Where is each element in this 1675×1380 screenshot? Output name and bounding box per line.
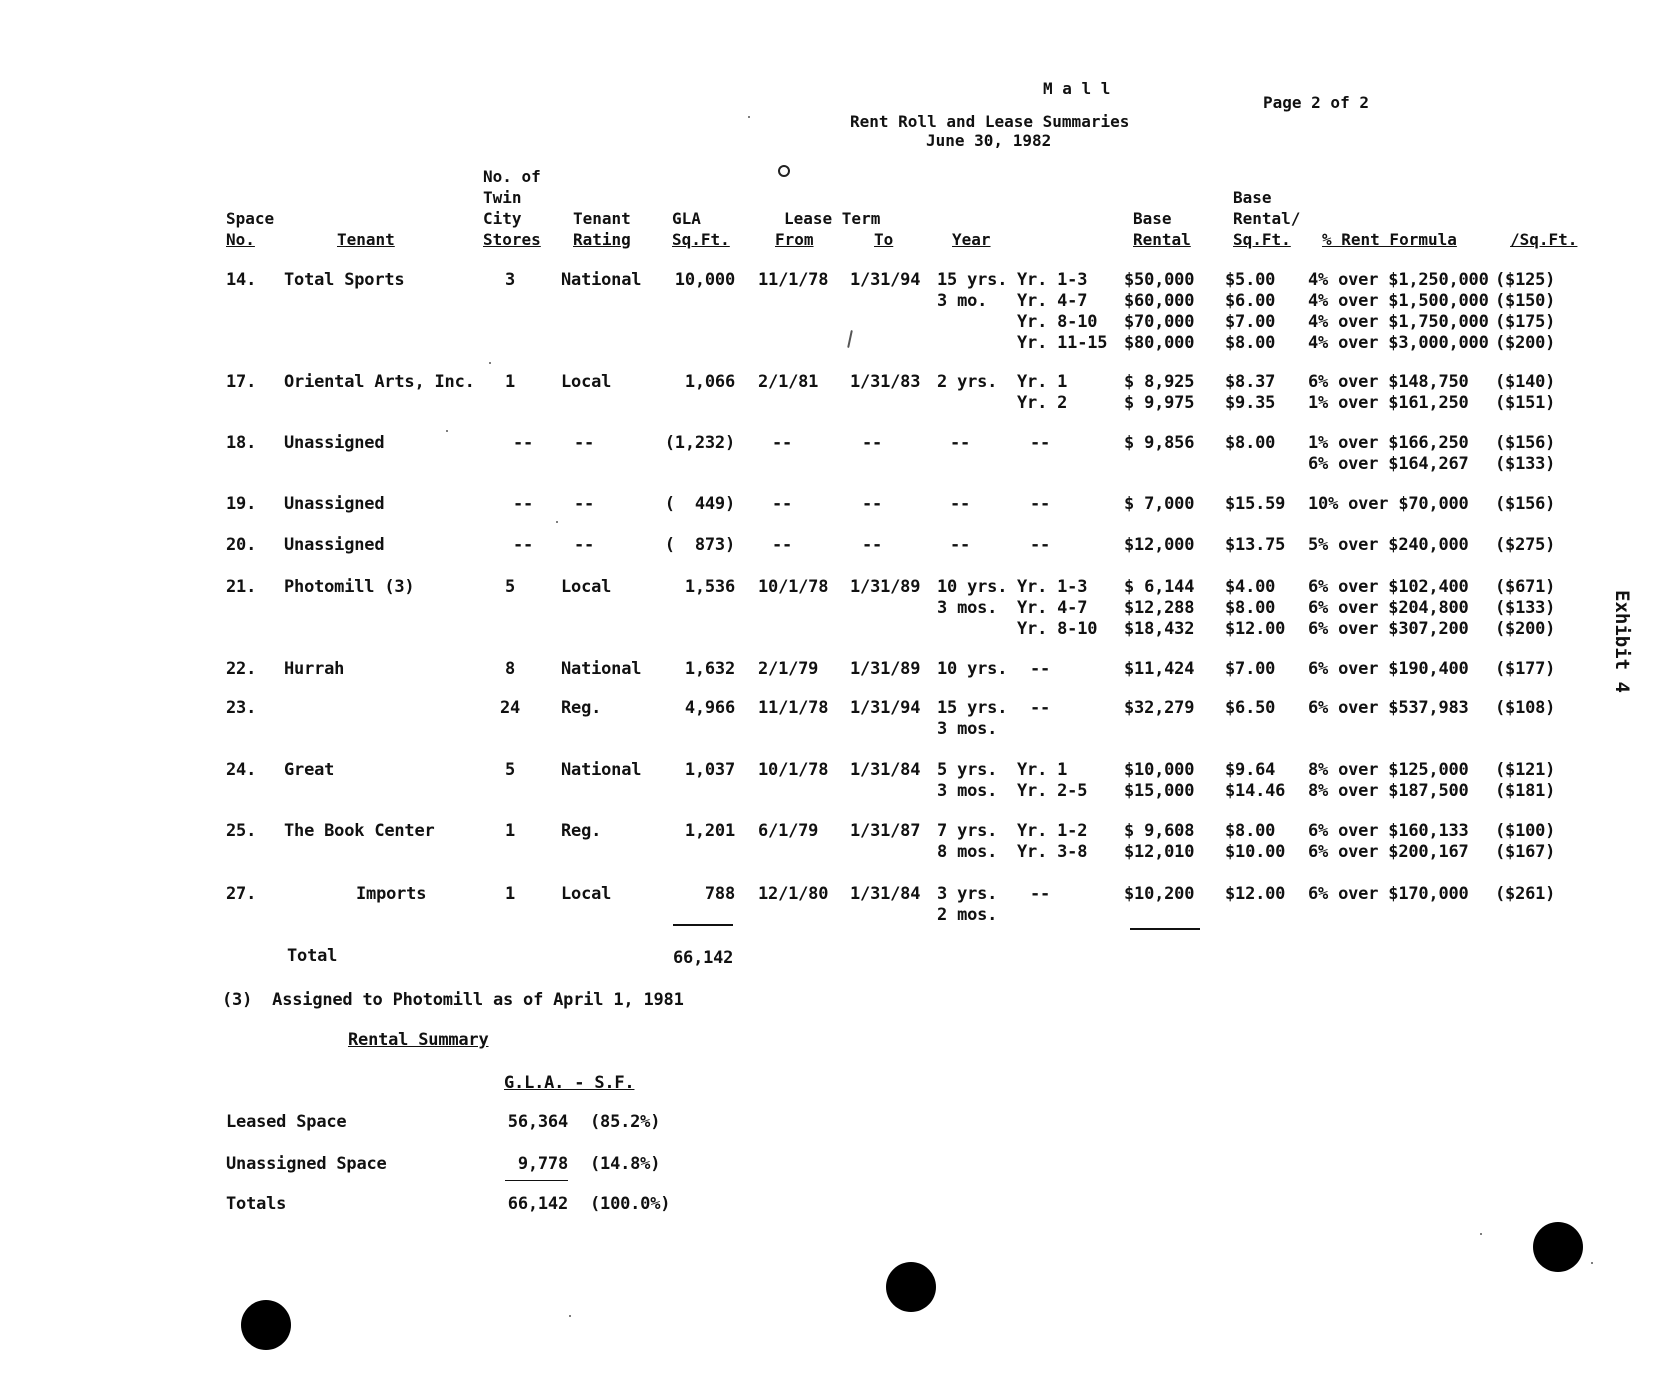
cell-space: 22. [226,659,257,679]
cell-base: $ 6,144 [1124,577,1195,597]
header-base-rental-1: Base [1133,209,1172,228]
cell-to: 1/31/89 [850,659,921,679]
cell-stores: -- [513,494,534,514]
cell-formula: 4% over $1,250,000 [1308,270,1489,290]
cell-base-sqft: $9.35 [1225,393,1276,413]
circle-mark [778,165,790,177]
cell-tenant: Unassigned [284,494,385,514]
cell-year: 5 yrs. [937,760,998,780]
cell-space: 19. [226,494,257,514]
cell-per-sqft: ($175) [1495,312,1556,332]
cell-space: 25. [226,821,257,841]
cell-per-sqft: ($133) [1495,598,1556,618]
header-rent-formula: % Rent Formula [1322,230,1457,249]
cell-base-sqft: $8.00 [1225,433,1276,453]
cell-period: -- [1030,433,1051,453]
cell-from: -- [772,433,793,453]
cell-period: -- [1030,494,1051,514]
cell-base: $12,000 [1124,535,1195,555]
cell-stores: 24 [499,698,521,718]
summary-column-header: G.L.A. - S.F. [504,1073,635,1093]
cell-formula: 6% over $170,000 [1308,884,1469,904]
header-stores-2: Twin [483,188,522,207]
cell-space: 21. [226,577,257,597]
cell-year: -- [950,433,971,453]
cell-per-sqft: ($200) [1495,619,1556,639]
cell-base-sqft: $8.00 [1225,333,1276,353]
cell-formula: 6% over $537,983 [1308,698,1469,718]
summary-pct: (85.2%) [590,1112,661,1132]
cell-base-sqft: $14.46 [1225,781,1286,801]
cell-base: $15,000 [1124,781,1195,801]
header-base-sqft-1: Base [1233,188,1272,207]
cell-formula: 6% over $190,400 [1308,659,1469,679]
header-base-rental-2: Rental [1133,230,1191,249]
cell-base: $60,000 [1124,291,1195,311]
cell-to: 1/31/84 [850,884,921,904]
cell-base-sqft: $12.00 [1225,884,1286,904]
cell-stores: 3 [504,270,516,290]
cell-base: $10,200 [1124,884,1195,904]
cell-year: 10 yrs. [937,659,1008,679]
total-label: Total [287,946,338,966]
cell-per-sqft: ($156) [1495,494,1556,514]
gla-total-rule [673,924,733,926]
cell-gla: 10,000 [674,270,735,290]
summary-value: 9,778 [517,1154,568,1174]
cell-gla: (1,232) [664,433,735,453]
cell-year: 3 mo. [937,291,988,311]
cell-period: Yr. 8-10 [1017,619,1098,639]
cell-base: $11,424 [1124,659,1195,679]
cell-tenant: Imports [356,884,427,904]
cell-period: Yr. 1-3 [1017,270,1088,290]
cell-rating: -- [574,535,595,555]
header-rating-2: Rating [573,230,631,249]
cell-base: $ 7,000 [1124,494,1195,514]
header-stores-4: Stores [483,230,541,249]
cell-base-sqft: $4.00 [1225,577,1276,597]
cell-year: 10 yrs. [937,577,1008,597]
cell-per-sqft: ($150) [1495,291,1556,311]
cell-formula: 6% over $102,400 [1308,577,1469,597]
header-year: Year [952,230,991,249]
cell-base-sqft: $7.00 [1225,659,1276,679]
speck [446,430,448,432]
cell-to: -- [862,433,883,453]
cell-rating: Local [561,884,612,904]
cell-stores: 8 [504,659,516,679]
cell-from: 10/1/78 [758,760,829,780]
cell-per-sqft: ($275) [1495,535,1556,555]
document-date: June 30, 1982 [926,131,1052,150]
cell-gla: ( 873) [664,535,735,555]
exhibit-label: Exhibit 4 [1611,590,1633,693]
cell-year: 15 yrs. [937,270,1008,290]
summary-unassigned-rule [505,1180,568,1181]
cell-year: 3 mos. [937,719,998,739]
cell-base-sqft: $9.64 [1225,760,1276,780]
cell-base-sqft: $5.00 [1225,270,1276,290]
cell-per-sqft: ($181) [1495,781,1556,801]
cell-base-sqft: $8.37 [1225,372,1276,392]
cell-space: 20. [226,535,257,555]
header-base-sqft-2: Rental/ [1233,209,1301,228]
cell-base-sqft: $7.00 [1225,312,1276,332]
cell-formula: 6% over $164,267 [1308,454,1469,474]
speck [1480,1233,1482,1235]
cell-rating: National [561,270,642,290]
cell-per-sqft: ($177) [1495,659,1556,679]
cell-base-sqft: $15.59 [1225,494,1286,514]
cell-per-sqft: ($125) [1495,270,1556,290]
cell-base-sqft: $6.00 [1225,291,1276,311]
cell-period: Yr. 11-15 [1017,333,1108,353]
cell-year: 8 mos. [937,842,998,862]
summary-pct: (100.0%) [590,1194,671,1214]
cell-space: 18. [226,433,257,453]
cell-period: Yr. 4-7 [1017,598,1088,618]
cell-per-sqft: ($200) [1495,333,1556,353]
cell-period: Yr. 1 [1017,372,1068,392]
cell-space: 24. [226,760,257,780]
cell-period: -- [1030,884,1051,904]
summary-label: Leased Space [226,1112,347,1132]
cell-stores: 5 [504,577,516,597]
cell-formula: 6% over $200,167 [1308,842,1469,862]
cell-base-sqft: $8.00 [1225,598,1276,618]
cell-period: Yr. 1-2 [1017,821,1088,841]
header-base-sqft-3: Sq.Ft. [1233,230,1291,249]
cell-tenant: Unassigned [284,433,385,453]
cell-per-sqft: ($121) [1495,760,1556,780]
cell-stores: -- [513,535,534,555]
cell-formula: 6% over $204,800 [1308,598,1469,618]
cell-period: Yr. 2 [1017,393,1068,413]
cell-gla: 1,037 [684,760,735,780]
cell-base-sqft: $10.00 [1225,842,1286,862]
punch-hole-right [1533,1222,1583,1272]
cell-to: 1/31/94 [850,270,921,290]
punch-hole-left [241,1300,291,1350]
cell-period: -- [1030,535,1051,555]
cell-period: Yr. 3-8 [1017,842,1088,862]
cell-to: -- [862,494,883,514]
cell-period: Yr. 1-3 [1017,577,1088,597]
cell-tenant: Oriental Arts, Inc. [284,372,475,392]
summary-title: Rental Summary [348,1030,489,1050]
cell-to: 1/31/84 [850,760,921,780]
cell-formula: 6% over $160,133 [1308,821,1469,841]
cell-stores: -- [513,433,534,453]
cell-formula: 10% over $70,000 [1308,494,1469,514]
cell-year: 7 yrs. [937,821,998,841]
header-space-2: No. [226,230,255,249]
cell-to: -- [862,535,883,555]
cell-per-sqft: ($261) [1495,884,1556,904]
cell-per-sqft: ($151) [1495,393,1556,413]
cell-rating: -- [574,494,595,514]
summary-label: Totals [226,1194,287,1214]
cell-formula: 4% over $3,000,000 [1308,333,1489,353]
cell-from: 6/1/79 [758,821,819,841]
cell-rating: Local [561,577,612,597]
cell-formula: 6% over $307,200 [1308,619,1469,639]
cell-stores: 5 [504,760,516,780]
header-to: To [874,230,894,249]
cell-tenant: Hurrah [284,659,345,679]
cell-gla: 4,966 [684,698,735,718]
cell-period: Yr. 4-7 [1017,291,1088,311]
cell-from: 10/1/78 [758,577,829,597]
speck [489,362,491,364]
cell-per-sqft: ($156) [1495,433,1556,453]
header-gla-1: GLA [672,209,701,228]
cell-period: Yr. 1 [1017,760,1068,780]
cell-formula: 1% over $166,250 [1308,433,1469,453]
speck [847,330,853,348]
cell-space: 23. [226,698,257,718]
cell-formula: 4% over $1,500,000 [1308,291,1489,311]
cell-stores: 1 [504,821,516,841]
cell-formula: 5% over $240,000 [1308,535,1469,555]
cell-rating: Local [561,372,612,392]
cell-base-sqft: $13.75 [1225,535,1286,555]
footnote: (3) Assigned to Photomill as of April 1, 1981 [222,990,684,1010]
cell-from: -- [772,494,793,514]
speck [569,1315,571,1317]
cell-tenant: Great [284,760,335,780]
cell-gla: 788 [704,884,735,904]
cell-base: $18,432 [1124,619,1195,639]
cell-period: Yr. 8-10 [1017,312,1098,332]
cell-base-sqft: $12.00 [1225,619,1286,639]
cell-rating: Reg. [561,821,602,841]
header-per-sqft: /Sq.Ft. [1510,230,1578,249]
cell-stores: 1 [504,884,516,904]
cell-rating: National [561,659,642,679]
cell-year: 2 mos. [937,905,998,925]
cell-from: 12/1/80 [758,884,829,904]
cell-base: $32,279 [1124,698,1195,718]
cell-base-sqft: $8.00 [1225,821,1276,841]
cell-year: 3 mos. [937,598,998,618]
cell-space: 14. [226,270,257,290]
cell-stores: 1 [504,372,516,392]
cell-from: 2/1/81 [758,372,819,392]
cell-period: -- [1030,698,1051,718]
cell-base-sqft: $6.50 [1225,698,1276,718]
cell-formula: 8% over $125,000 [1308,760,1469,780]
header-stores-1: No. of [483,167,541,186]
cell-per-sqft: ($140) [1495,372,1556,392]
cell-base: $ 9,608 [1124,821,1195,841]
cell-base: $ 9,975 [1124,393,1195,413]
cell-base: $12,288 [1124,598,1195,618]
cell-base: $50,000 [1124,270,1195,290]
cell-base: $80,000 [1124,333,1195,353]
cell-year: 3 mos. [937,781,998,801]
cell-formula: 1% over $161,250 [1308,393,1469,413]
cell-period: -- [1030,659,1051,679]
cell-gla: ( 449) [664,494,735,514]
header-stores-3: City [483,209,522,228]
page-number: Page 2 of 2 [1263,93,1369,112]
base-total-rule [1130,928,1200,930]
cell-tenant: The Book Center [284,821,435,841]
cell-to: 1/31/87 [850,821,921,841]
cell-from: 11/1/78 [758,698,829,718]
cell-space: 27. [226,884,257,904]
cell-base: $12,010 [1124,842,1195,862]
cell-from: 11/1/78 [758,270,829,290]
cell-tenant: Unassigned [284,535,385,555]
cell-per-sqft: ($108) [1495,698,1556,718]
header-gla-2: Sq.Ft. [672,230,730,249]
header-tenant: Tenant [337,230,395,249]
speck [556,521,558,523]
summary-value: 66,142 [507,1194,568,1214]
cell-gla: 1,632 [684,659,735,679]
cell-rating: -- [574,433,595,453]
cell-tenant: Photomill (3) [284,577,415,597]
cell-to: 1/31/94 [850,698,921,718]
cell-per-sqft: ($167) [1495,842,1556,862]
cell-year: 15 yrs. [937,698,1008,718]
summary-label: Unassigned Space [226,1154,387,1174]
cell-gla: 1,201 [684,821,735,841]
cell-rating: Reg. [561,698,602,718]
cell-per-sqft: ($100) [1495,821,1556,841]
cell-year: -- [950,535,971,555]
speck [748,116,750,118]
cell-formula: 6% over $148,750 [1308,372,1469,392]
header-rating-1: Tenant [573,209,631,228]
speck [1591,1262,1593,1264]
cell-year: 2 yrs. [937,372,998,392]
total-gla: 66,142 [673,948,734,968]
cell-from: 2/1/79 [758,659,819,679]
punch-hole-center [886,1262,936,1312]
cell-to: 1/31/89 [850,577,921,597]
cell-formula: 8% over $187,500 [1308,781,1469,801]
mall-heading: M a l l [1043,79,1111,98]
cell-base: $70,000 [1124,312,1195,332]
cell-from: -- [772,535,793,555]
cell-period: Yr. 2-5 [1017,781,1088,801]
cell-base: $ 8,925 [1124,372,1195,392]
cell-per-sqft: ($671) [1495,577,1556,597]
cell-year: 3 yrs. [937,884,998,904]
cell-tenant: Total Sports [284,270,405,290]
cell-gla: 1,066 [684,372,735,392]
cell-per-sqft: ($133) [1495,454,1556,474]
document-title: Rent Roll and Lease Summaries [850,112,1130,131]
summary-pct: (14.8%) [590,1154,661,1174]
cell-year: -- [950,494,971,514]
cell-formula: 4% over $1,750,000 [1308,312,1489,332]
header-lease-term: Lease Term [784,209,881,228]
cell-base: $10,000 [1124,760,1195,780]
header-space-1: Space [226,209,275,228]
header-from: From [775,230,814,249]
cell-space: 17. [226,372,257,392]
cell-base: $ 9,856 [1124,433,1195,453]
summary-value: 56,364 [507,1112,568,1132]
cell-to: 1/31/83 [850,372,921,392]
cell-rating: National [561,760,642,780]
cell-gla: 1,536 [684,577,735,597]
